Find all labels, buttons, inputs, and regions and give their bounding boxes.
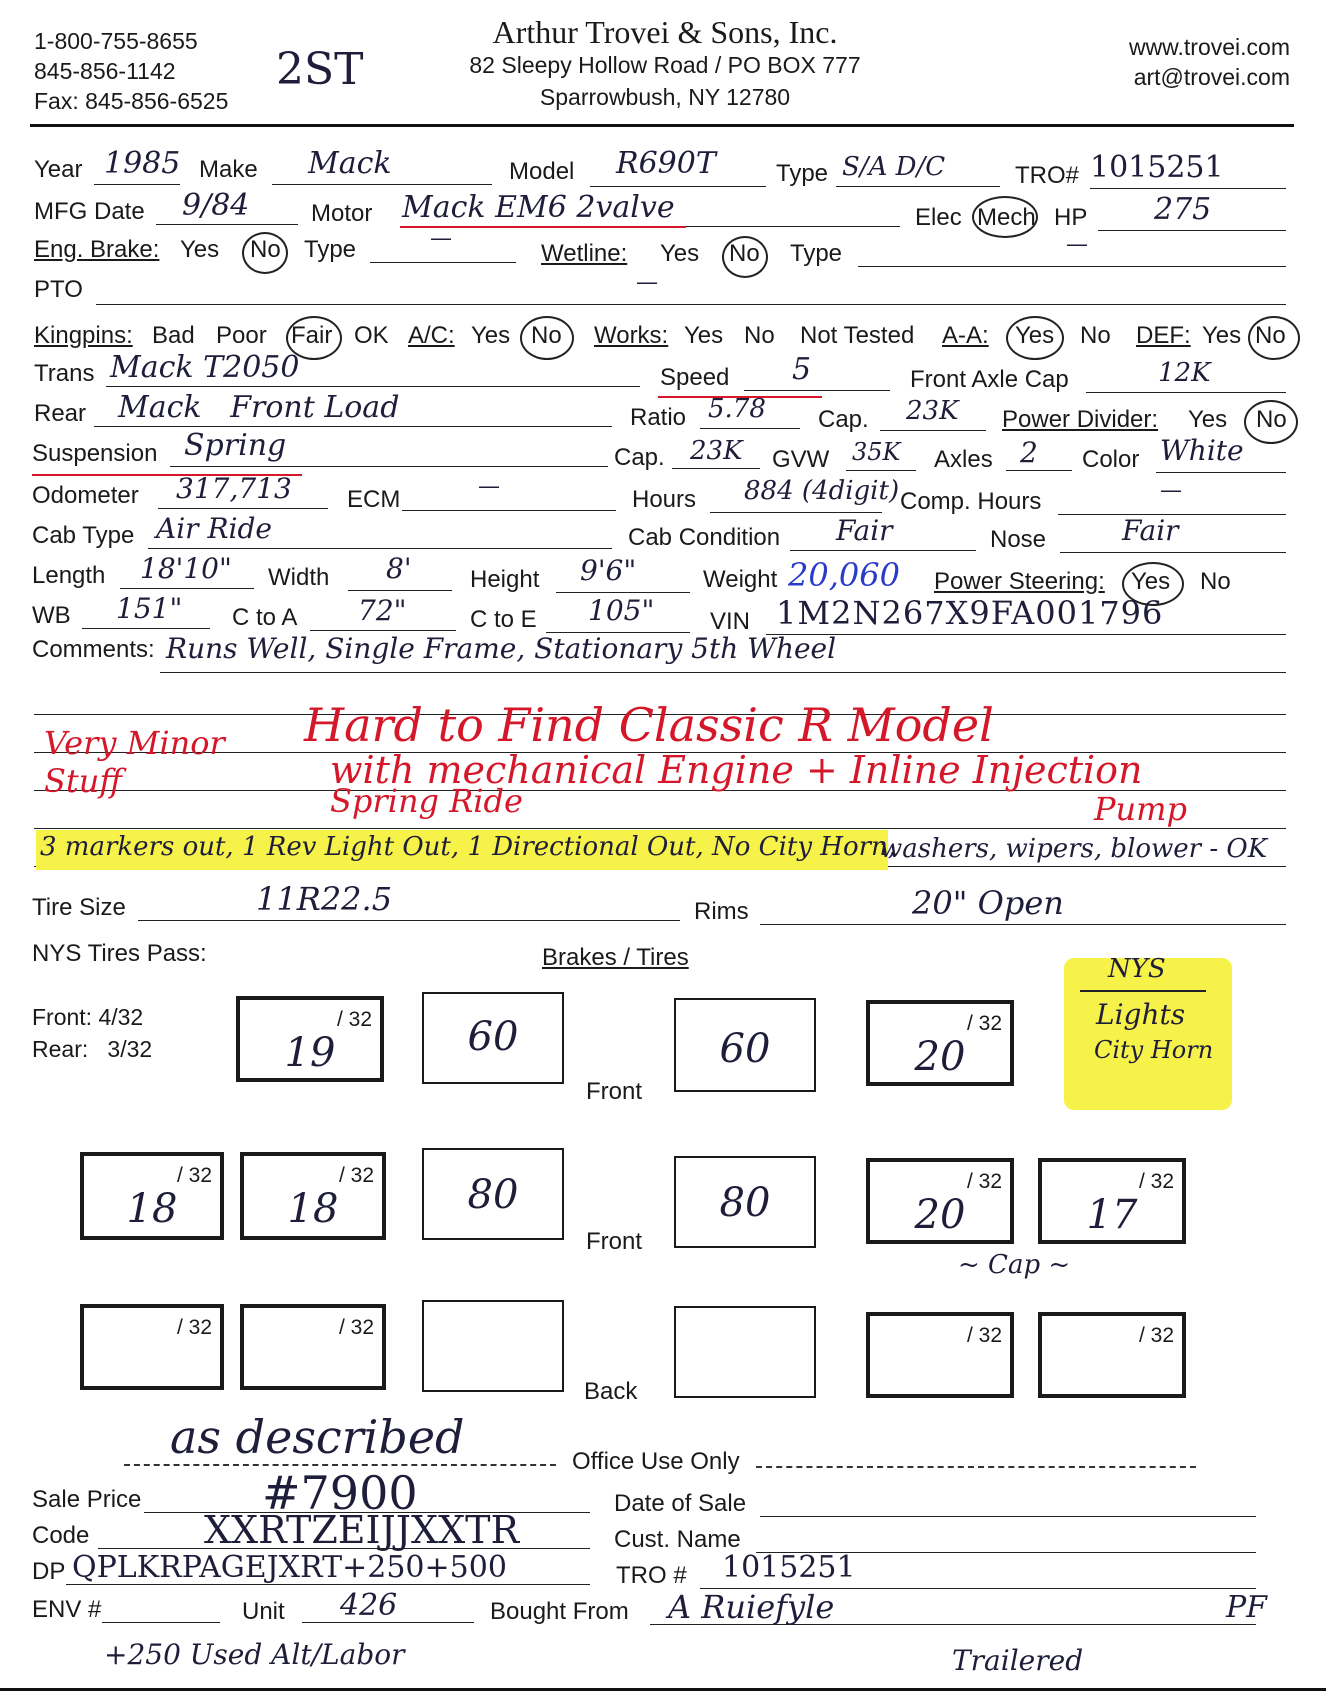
front-axle-cap-label: Front Axle Cap xyxy=(910,366,1069,393)
cap-note: ~ Cap ~ xyxy=(958,1250,1071,1280)
vin-value: 1M2N267X9FA001796 xyxy=(776,594,1164,632)
trans-label: Trans xyxy=(34,360,95,387)
ac-no-circle xyxy=(520,316,574,360)
suspension-cap-label: Cap. xyxy=(614,444,665,471)
power-divider-label: Power Divider: xyxy=(1002,406,1159,433)
brake-box-back-right xyxy=(674,1306,816,1398)
hours-value: 884 (4digit) xyxy=(744,476,900,506)
brake-box-front-left: 60 xyxy=(422,992,564,1084)
pf-initials: PF xyxy=(1226,1590,1268,1625)
elec-label: Elec xyxy=(915,204,962,231)
tire-box-front-left: / 32 19 xyxy=(236,996,384,1082)
back-label: Back xyxy=(584,1378,638,1405)
kingpins-bad: Bad xyxy=(152,322,195,349)
comp-hours-label: Comp. Hours xyxy=(900,488,1042,515)
def-no-circle xyxy=(1248,316,1300,360)
company-address-1: 82 Sleepy Hollow Road / PO BOX 777 xyxy=(469,52,861,78)
type-label: Type xyxy=(776,160,829,187)
eng-brake-no: No xyxy=(250,236,281,263)
tire-size-value: 11R22.5 xyxy=(256,880,393,918)
gvw-label: GVW xyxy=(772,446,830,473)
power-steering-yes: Yes xyxy=(1131,568,1171,595)
width-label: Width xyxy=(268,564,330,591)
type-value: S/A D/C xyxy=(842,152,946,182)
make-value: Mack xyxy=(308,146,392,181)
odometer-label: Odometer xyxy=(32,482,139,509)
eng-brake-yes: Yes xyxy=(180,236,220,263)
tro-num-label: TRO # xyxy=(616,1562,687,1589)
comments-line-1: Runs Well, Single Frame, Stationary 5th Wheel xyxy=(166,632,837,665)
wetline-no-circle xyxy=(722,236,768,278)
email: art@trovei.com xyxy=(1133,64,1290,90)
works-label: Works: xyxy=(594,322,669,349)
rear-cap-value: 23K xyxy=(906,396,959,426)
rear-value: Mack Front Load xyxy=(118,390,400,425)
speed-label: Speed xyxy=(660,364,730,391)
front-label-row-2: Front xyxy=(586,1228,643,1255)
weight-value: 20,060 xyxy=(788,556,900,594)
fax-number: Fax: 845-856-6525 xyxy=(34,88,229,114)
bottom-edge xyxy=(0,1688,1326,1691)
tire-box-back-right-inner: / 32 xyxy=(866,1312,1014,1398)
power-steering-label: Power Steering: xyxy=(934,568,1105,595)
nys-note-line-2: City Horn xyxy=(1094,1036,1214,1064)
tire-box-drive-front-right-outer: / 32 17 xyxy=(1038,1158,1186,1244)
motor-label: Motor xyxy=(311,200,373,227)
aa-yes: Yes xyxy=(1015,322,1055,349)
model-label: Model xyxy=(509,158,575,185)
trans-value: Mack T2050 xyxy=(110,350,300,385)
tire-box-drive-front-right-inner: / 32 20 xyxy=(866,1158,1014,1244)
year-line xyxy=(94,184,180,185)
height-value: 9'6" xyxy=(580,554,637,587)
phone-1: 1-800-755-8655 xyxy=(34,28,198,54)
wetline-no: No xyxy=(729,240,760,267)
nys-note-line-1: Lights xyxy=(1096,998,1186,1031)
wetline-type-label: Type xyxy=(790,240,843,267)
hp-value: 275 xyxy=(1154,192,1212,227)
brake-box-back-left xyxy=(422,1300,564,1392)
c-to-a-value: 72" xyxy=(358,594,407,627)
tire-box-back-left-outer: / 32 xyxy=(80,1304,224,1390)
width-value: 8' xyxy=(386,552,412,585)
front-label-row-1: Front xyxy=(586,1078,643,1105)
red-note-line-4: Pump xyxy=(1094,790,1187,828)
code-value: XXRTZEIJJXXTR xyxy=(204,1508,520,1552)
tro-label: TRO# xyxy=(1015,162,1080,189)
pto-value: — xyxy=(636,270,658,295)
def-yes: Yes xyxy=(1202,322,1242,349)
axles-label: Axles xyxy=(934,446,993,473)
phone-2: 845-856-1142 xyxy=(34,58,176,84)
rims-value: 20" Open xyxy=(912,884,1064,922)
tire-box-front-right: / 32 20 xyxy=(866,1000,1014,1086)
aa-label: A-A: xyxy=(942,322,989,349)
def-label: DEF: xyxy=(1136,322,1191,349)
mfg-date-value: 9/84 xyxy=(182,188,250,223)
dp-label: DP xyxy=(32,1558,66,1585)
nose-value: Fair xyxy=(1122,514,1179,547)
company-name: Arthur Trovei & Sons, Inc. xyxy=(492,14,838,50)
trailered-note: Trailered xyxy=(952,1644,1084,1677)
kingpins-ok: OK xyxy=(354,322,389,349)
year-value: 1985 xyxy=(104,146,181,181)
red-note-line-3: Spring Ride xyxy=(330,782,523,820)
make-label: Make xyxy=(199,156,258,183)
suspension-label: Suspension xyxy=(32,440,158,467)
hours-label: Hours xyxy=(632,486,697,513)
def-no: No xyxy=(1255,322,1286,349)
eng-brake-type-value: — xyxy=(430,226,452,251)
wetline-yes: Yes xyxy=(660,240,700,267)
issues-highlighted-text: 3 markers out, 1 Rev Light Out, 1 Directional Out, No City Horn, xyxy=(40,832,897,862)
unit-value: 426 xyxy=(340,1588,398,1623)
ecm-label: ECM xyxy=(347,486,401,513)
ecm-value: — xyxy=(478,474,500,499)
eng-brake-label: Eng. Brake: xyxy=(34,236,160,263)
tire-box-drive-front-left-outer: / 32 18 xyxy=(80,1152,224,1240)
model-value: R690T xyxy=(616,146,716,181)
tire-box-drive-front-left-inner: / 32 18 xyxy=(240,1152,386,1240)
tire-box-back-right-outer: / 32 xyxy=(1038,1312,1186,1398)
works-not-tested: Not Tested xyxy=(800,322,915,349)
mech-circle xyxy=(972,196,1038,238)
office-use-only-label: Office Use Only xyxy=(572,1448,740,1475)
mech-label: Mech xyxy=(977,204,1036,231)
website: www.trovei.com xyxy=(1128,34,1290,60)
unit-label: Unit xyxy=(242,1598,285,1625)
sale-price-label: Sale Price xyxy=(32,1486,142,1513)
pto-label: PTO xyxy=(34,276,83,303)
mfg-date-label: MFG Date xyxy=(34,198,145,225)
power-divider-no-circle xyxy=(1244,400,1298,444)
front-requirement: Front: 4/32 xyxy=(32,1004,144,1030)
wb-label: WB xyxy=(32,602,71,629)
brake-box-front-right: 60 xyxy=(674,998,816,1092)
brakes-tires-heading: Brakes / Tires xyxy=(542,944,689,971)
motor-value: Mack EM6 2valve xyxy=(402,190,675,225)
odometer-value: 317,713 xyxy=(176,472,292,505)
power-divider-no: No xyxy=(1256,406,1287,433)
tire-size-label: Tire Size xyxy=(32,894,126,921)
cust-name-label: Cust. Name xyxy=(614,1526,741,1553)
red-note-line-1: Hard to Find Classic R Model xyxy=(304,698,994,752)
vin-label: VIN xyxy=(710,608,751,635)
footer-note: +250 Used Alt/Labor xyxy=(104,1638,405,1671)
nose-label: Nose xyxy=(990,526,1047,553)
wb-value: 151" xyxy=(116,592,183,625)
suspension-value: Spring xyxy=(184,428,287,463)
ratio-value: 5.78 xyxy=(708,394,766,424)
eng-brake-type-label: Type xyxy=(304,236,357,263)
ratio-label: Ratio xyxy=(630,404,687,431)
aa-yes-circle xyxy=(1006,316,1064,360)
suspension-cap-value: 23K xyxy=(690,436,743,466)
c-to-e-label: C to E xyxy=(470,606,537,633)
cab-condition-value: Fair xyxy=(836,514,893,547)
sale-price-value: #7900 xyxy=(262,1466,418,1520)
rear-requirement: Rear: 3/32 xyxy=(32,1036,153,1062)
red-note-line-2: with mechanical Engine + Inline Injection xyxy=(330,748,1143,792)
as-described-note: as described xyxy=(170,1410,465,1464)
tire-box-back-left-inner: / 32 xyxy=(240,1304,386,1390)
wetline-type-value: — xyxy=(1066,232,1088,257)
env-label: ENV # xyxy=(32,1596,102,1623)
dp-value: QPLKRPAGEJXRT+250+500 xyxy=(72,1550,507,1585)
nys-note-title: NYS xyxy=(1108,954,1166,984)
ac-yes: Yes xyxy=(471,322,511,349)
eng-brake-no-circle xyxy=(242,232,288,274)
axles-value: 2 xyxy=(1020,436,1038,469)
header-rule xyxy=(30,124,1294,127)
speed-value: 5 xyxy=(792,352,812,387)
cab-condition-label: Cab Condition xyxy=(628,524,781,551)
c-to-e-value: 105" xyxy=(588,594,655,627)
rear-label: Rear xyxy=(34,400,87,427)
year-label: Year xyxy=(34,156,83,183)
tro-num-value: 1015251 xyxy=(722,1550,856,1585)
brake-box-drive-front-left: 80 xyxy=(422,1148,564,1240)
tro-value: 1015251 xyxy=(1090,150,1224,185)
comp-hours-value: — xyxy=(1160,478,1182,503)
c-to-a-label: C to A xyxy=(232,604,298,631)
works-yes: Yes xyxy=(684,322,724,349)
nys-tires-pass-label: NYS Tires Pass: xyxy=(32,940,207,967)
rear-cap-label: Cap. xyxy=(818,406,869,433)
comments-label: Comments: xyxy=(32,636,155,663)
cab-type-label: Cab Type xyxy=(32,522,135,549)
rims-label: Rims xyxy=(694,898,749,925)
ac-no: No xyxy=(531,322,562,349)
ac-label: A/C: xyxy=(408,322,455,349)
works-no: No xyxy=(744,322,775,349)
kingpins-label: Kingpins: xyxy=(34,322,133,349)
kingpins-fair: Fair xyxy=(291,322,333,349)
length-value: 18'10" xyxy=(140,552,232,585)
red-note-left: Very Minor Stuff xyxy=(44,724,225,800)
length-label: Length xyxy=(32,562,106,589)
height-label: Height xyxy=(470,566,540,593)
gvw-value: 35K xyxy=(852,438,901,466)
power-steering-no: No xyxy=(1200,568,1231,595)
date-of-sale-label: Date of Sale xyxy=(614,1490,747,1517)
weight-label: Weight xyxy=(703,566,778,593)
hp-label: HP xyxy=(1054,204,1088,231)
brake-box-drive-front-right: 80 xyxy=(674,1156,816,1248)
power-divider-yes: Yes xyxy=(1188,406,1228,433)
wetline-label: Wetline: xyxy=(541,240,628,267)
cab-type-value: Air Ride xyxy=(156,512,272,545)
color-value: White xyxy=(1160,434,1244,467)
handwritten-code: 2ST xyxy=(276,44,364,95)
company-address-2: Sparrowbush, NY 12780 xyxy=(539,84,791,110)
issues-ok-text: washers, wipers, blower - OK xyxy=(880,834,1268,864)
code-label: Code xyxy=(32,1522,90,1549)
front-axle-cap-value: 12K xyxy=(1158,358,1211,388)
color-label: Color xyxy=(1082,446,1140,473)
bought-from-value: A Ruiefyle xyxy=(668,1588,835,1626)
kingpins-poor: Poor xyxy=(216,322,267,349)
bought-from-label: Bought From xyxy=(490,1598,629,1625)
aa-no: No xyxy=(1080,322,1111,349)
